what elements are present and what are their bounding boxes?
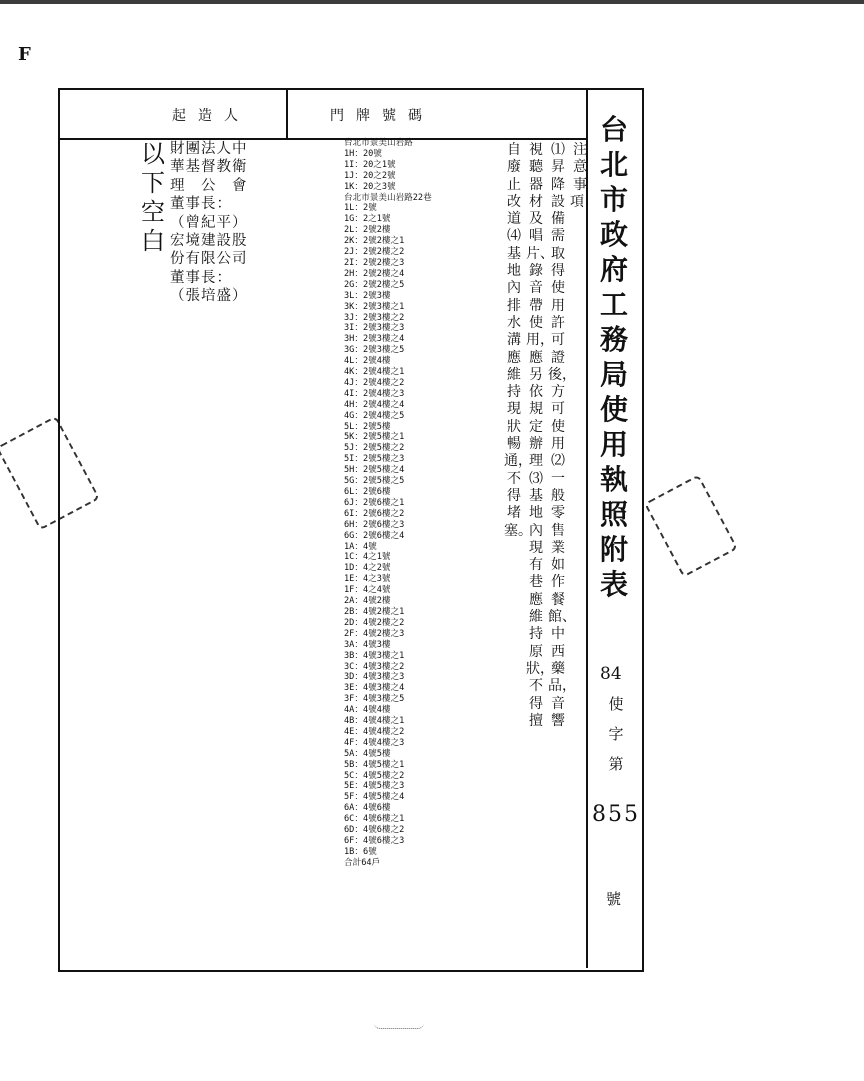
- address-row: 2I：2號2樓之3: [344, 257, 405, 268]
- license-number: 855: [592, 802, 640, 827]
- address-column-heading: 門牌號碼: [330, 108, 434, 124]
- license-char-number: 第: [608, 755, 624, 773]
- notes-block: [500, 142, 598, 962]
- address-row: 1F：4之4號: [344, 585, 391, 596]
- address-row: 1D：4之2號: [344, 563, 391, 574]
- applicant-block: [170, 140, 282, 306]
- address-row: 台北市景美山岩路: [344, 138, 413, 148]
- address-row: 2G：2號2樓之5: [344, 279, 405, 290]
- address-row: 3K：2號3樓之1: [344, 301, 405, 312]
- applicant-line: （曾紀平）: [170, 214, 248, 231]
- address-row: 1E：4之3號: [344, 574, 391, 585]
- applicant-line: 董事長：: [170, 196, 232, 213]
- address-row: 4H：2號4樓之4: [344, 399, 405, 410]
- address-total: 合計64戶: [344, 857, 381, 868]
- address-row: 5F：4號5樓之4: [344, 792, 405, 803]
- address-row: 1G：2之1號: [344, 214, 391, 225]
- license-char-use: 使: [608, 695, 624, 713]
- address-row: 2J：2號2樓之2: [344, 247, 405, 258]
- address-row: 5A：4號5樓: [344, 748, 391, 759]
- document-title: 台北市政府工務局使用執照附表: [599, 113, 628, 601]
- note-column: ⑴昇降設備需取得使用許可證後，方可使用⑵一般零售業如作餐館、中西藥品，音響: [548, 142, 576, 729]
- address-list: [344, 138, 494, 869]
- address-row: 4L：2號4樓: [344, 356, 391, 367]
- address-row: 1C：4之1號: [344, 552, 391, 563]
- address-row: 台北市景美山岩路22巷: [344, 192, 432, 203]
- license-suffix: 號: [606, 890, 622, 908]
- applicant-line: （張培盛）: [170, 288, 248, 305]
- applicant-line: 理 公 會: [170, 177, 248, 194]
- address-row: 2L：2號2樓: [344, 225, 391, 236]
- address-row: 2F：4號2樓之3: [344, 628, 405, 639]
- address-row: 5K：2號5樓之1: [344, 432, 405, 443]
- address-row: 5L：2號5樓: [344, 421, 391, 432]
- address-row: 2K：2號2樓之1: [344, 236, 405, 247]
- address-row: 2B：4號2樓之1: [344, 606, 405, 617]
- address-row: 6L：2號6樓: [344, 487, 391, 497]
- address-row: 4E：4號4樓之2: [344, 726, 405, 737]
- address-row: 5J：2號5樓之2: [344, 443, 405, 454]
- address-row: 4G：2號4樓之5: [344, 410, 405, 421]
- address-row: 3F：4號3樓之5: [344, 694, 405, 705]
- address-row: 2D：4號2樓之2: [344, 617, 405, 628]
- address-row: 1J：20之2號: [344, 170, 396, 181]
- address-row: 3E：4號3樓之4: [344, 683, 405, 694]
- license-char-word: 字: [608, 725, 624, 743]
- handwritten-blank-mark: 以下空白: [141, 140, 165, 255]
- address-row: 6I：2號6樓之2: [344, 508, 405, 519]
- address-row: 6H：2號6樓之3: [344, 519, 405, 530]
- address-row: 3H：2號3樓之4: [344, 334, 405, 345]
- applicant-line: 財團法人中: [170, 141, 248, 157]
- applicant-line: 份有限公司: [170, 251, 248, 268]
- address-row: 4K：2號4樓之1: [344, 367, 405, 378]
- address-row: 5G：2號5樓之5: [344, 476, 405, 487]
- address-row: 3B：4號3樓之1: [344, 650, 405, 661]
- address-row: 3C：4號3樓之2: [344, 661, 405, 672]
- address-row: 4I：2號4樓之3: [344, 388, 405, 399]
- address-row: 6G：2號6樓之4: [344, 530, 405, 541]
- faded-stamp-right: [644, 474, 738, 577]
- applicant-line: 宏境建設股: [170, 233, 248, 250]
- faint-seal-bottom: [374, 1006, 424, 1029]
- address-row: 5E：4號5樓之3: [344, 781, 405, 792]
- address-row: 3I：2號3樓之3: [344, 323, 405, 334]
- address-row: 3D：4號3樓之3: [344, 672, 405, 683]
- side-column-divider: [586, 90, 588, 968]
- note-column: 自廢止改道⑷基地內排水溝應維持現狀暢通，不得堵塞。: [504, 142, 532, 539]
- address-row: 2A：4號2樓: [344, 596, 391, 607]
- address-row: 1K：20之3號: [344, 181, 396, 192]
- address-row: 6A：4號6樓: [344, 803, 391, 814]
- address-row: 4B：4號4樓之1: [344, 716, 405, 727]
- address-row: 3G：2號3樓之5: [344, 345, 405, 356]
- address-row: 5C：4號5樓之2: [344, 770, 405, 781]
- scan-border: [0, 0, 864, 4]
- address-row: 5I：2號5樓之3: [344, 454, 405, 465]
- corner-mark: F: [18, 44, 31, 65]
- address-row: 4J：2號4樓之2: [344, 377, 405, 388]
- address-row: 4F：4號4樓之3: [344, 737, 405, 748]
- address-row: 5B：4號5樓之1: [344, 759, 405, 770]
- applicant-column-heading: 起造人: [172, 108, 250, 124]
- address-row: 6C：4號6樓之1: [344, 814, 405, 825]
- address-row: 1L：2號: [344, 203, 377, 214]
- address-row: 6J：2號6樓之1: [344, 497, 405, 508]
- license-attachment-form: [58, 88, 644, 972]
- note-column: 注意事項：: [570, 142, 598, 210]
- address-row: 2H：2號2樓之4: [344, 268, 405, 279]
- applicant-line: 董事長：: [170, 269, 232, 286]
- license-year: 84: [600, 664, 622, 684]
- address-row: 3L：2號3樓: [344, 290, 391, 301]
- address-row: 6D：4號6樓之2: [344, 825, 405, 836]
- address-row: 1H：20號: [344, 148, 382, 159]
- address-row: 1A：4號: [344, 541, 377, 552]
- address-row: 4A：4號4樓: [344, 705, 391, 716]
- form-header: [60, 90, 588, 140]
- address-row: 5H：2號5樓之4: [344, 465, 405, 476]
- address-row: 1B：6號: [344, 846, 377, 857]
- header-divider: [286, 90, 288, 138]
- address-row: 1I：20之1號: [344, 159, 396, 170]
- address-row: 3J：2號3樓之2: [344, 312, 405, 323]
- address-row: 3A：4號3樓: [344, 639, 391, 650]
- applicant-line: 華基督教衛: [170, 159, 248, 176]
- address-row: 6F：4號6樓之3: [344, 836, 405, 846]
- note-column: 視聽器材及唱片、錄音帶使用，應另依規定辦理⑶基地內現有巷應維持原狀，不得擅: [526, 142, 554, 729]
